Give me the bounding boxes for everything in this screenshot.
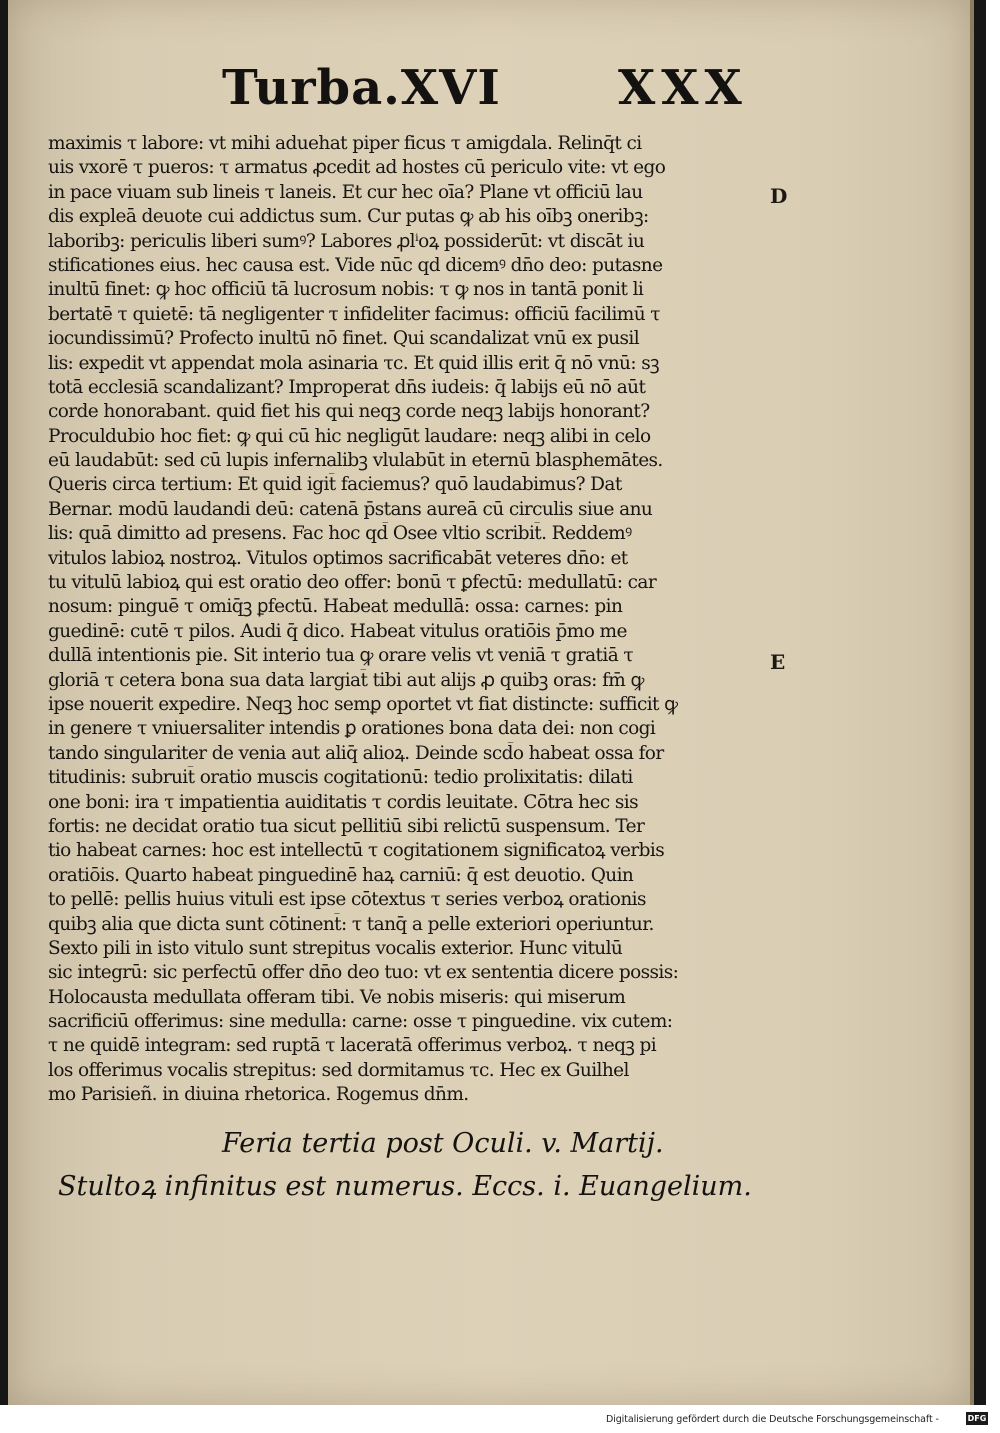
- text-line: stificationes eius. hec causa est. Vide nūc qd dicemꝰ dn̄o deo: putasne: [48, 254, 663, 276]
- text-line: los offerimus vocalis strepitus: sed dormitamus τc. Hec ex Guilhel: [48, 1059, 629, 1081]
- body-text: [48, 132, 768, 1108]
- text-line: laboribꝫ: periculis liberi sumꝰ? Labores ꝓlⁱoꝝ possiderūt: vt discāt iu: [48, 230, 645, 252]
- text-line: iocundissimū? Profecto inultū nō finet. Qui scandalizat vnū ex pusil: [48, 328, 640, 350]
- text-line: sic integrū: sic perfectū offer dn̄o deo tuo: vt ex sententia dicere possis:: [48, 962, 679, 984]
- text-line: bertatē τ quietē: tā negligenter τ infideliter facimus: officiū facilimū τ: [48, 303, 660, 325]
- running-title: Turba.XVI: [222, 60, 501, 116]
- text-line: corde honorabant. quid fiet his qui neqꝫ corde neqꝫ labijs honorant?: [48, 401, 650, 423]
- text-line: Holocausta medullata offeram tibi. Ve nobis miseris: qui miserum: [48, 986, 626, 1008]
- text-line: eū laudabūt: sed cū lupis infernalibꝫ vlulabūt in eternū blasphemātes.: [48, 450, 663, 472]
- text-line: oratiōis. Quarto habeat pinguedinē haꝝ carniū: q̄ est deuotio. Quin: [48, 864, 634, 886]
- text-line: uis vxorē τ pueros: τ armatus ꝓcedit ad hostes cū periculo vite: vt ego: [48, 157, 666, 179]
- text-line: gloriā τ cetera bona sua data largiat̄ tibi aut alijs ꝓ quibꝫ oras: fm̄ ꝙ: [48, 669, 644, 691]
- text-line: lis: expedit vt appendat mola asinaria τc. Et quid illis erit q̄ nō vnū: sꝫ: [48, 352, 660, 374]
- text-line: nosum: pinguē τ omiq̄ꝫ ꝑfectū. Habeat medullā: ossa: carnes: pin: [48, 596, 623, 618]
- folio-number: XXX: [618, 60, 748, 116]
- text-line: dis expleā deuote cui addictus sum. Cur putas ꝙ ab his oībꝫ oneribꝫ:: [48, 206, 649, 228]
- text-line: guedinē: cutē τ pilos. Audi q̄ dico. Habeat vitulus oratiōis p̄mo me: [48, 620, 627, 642]
- text-line: to pellē: pellis huius vituli est ipse cōtextus τ series verboꝝ orationis: [48, 889, 646, 911]
- text-line: tando singulariter de venia aut aliq̄ alioꝝ. Deinde scd̄o habeat ossa for: [48, 742, 664, 764]
- text-line: ipse nouerit expedire. Neqꝫ hoc semꝑ oportet vt fiat distincte: sufficit ꝙ: [48, 693, 678, 715]
- page-edge: [970, 0, 974, 1405]
- text-line: Sexto pili in isto vitulo sunt strepitus vocalis exterior. Hunc vitulū: [48, 937, 623, 959]
- text-line: sacrificiū offerimus: sine medulla: carne: osse τ pinguedine. vix cutem:: [48, 1011, 673, 1033]
- text-line: lis: quā dimitto ad presens. Fac hoc qd̄ Osee vltio scribit̄. Reddemꝰ: [48, 523, 632, 545]
- text-line: totā ecclesiā scandalizant? Improperat dn̄s iudeis: q̄ labijs eū nō aūt: [48, 376, 646, 398]
- digitization-credit: Digitalisierung gefördert durch die Deutsche Forschungsgemeinschaft -: [606, 1414, 939, 1425]
- text-line: τ ne quidē integram: sed ruptā τ laceratā offerimus verboꝝ. τ neqꝫ pi: [48, 1035, 657, 1057]
- text-line: fortis: ne decidat oratio tua sicut pellitiū sibi relictū suspensum. Ter: [48, 815, 645, 837]
- dfg-logo: DFG: [967, 1414, 987, 1423]
- text-line: Queris circa tertium: Et quid igit̄ faciemus? quō laudabimus? Dat: [48, 474, 622, 496]
- text-line: mo Parisieñ. in diuina rhetorica. Rogemus dn̄m.: [48, 1084, 469, 1106]
- text-line: maximis τ labore: vt mihi aduehat piper ficus τ amigdala. Relinq̄t ci: [48, 133, 642, 154]
- text-line: inultū finet: ꝙ hoc officiū tā lucrosum nobis: τ ꝙ nos in tantā ponit li: [48, 279, 644, 301]
- text-line: quibꝫ alia que dicta sunt cōtinent̄: τ tanq̄ a pelle exteriori operiuntur.: [48, 913, 654, 935]
- margin-letter-e: E: [770, 650, 786, 674]
- text-line: titudinis: subruit̄ oratio muscis cogitationū: tedio prolixitatis: dilati: [48, 767, 633, 789]
- text-line: dullā intentionis pie. Sit interio tua ꝙ orare velis vt veniā τ gratiā τ: [48, 645, 634, 667]
- text-line: one boni: ira τ impatientia auiditatis τ cordis leuitate. Cōtra hec sis: [48, 791, 638, 813]
- pericope-line: Stultoꝝ infinitus est numerus. Eccs. i. Euangelium.: [58, 1171, 752, 1202]
- text-line: tio habeat carnes: hoc est intellectū τ cogitationem significatoꝝ verbis: [48, 840, 665, 862]
- text-line: Bernar. modū laudandi deū: catenā p̄stans aureā cū circulis siue anu: [48, 498, 653, 520]
- feria-heading: Feria tertia post Oculi. v. Martij.: [222, 1128, 664, 1159]
- text-line: in pace viuam sub lineis τ laneis. Et cur hec oīa? Plane vt officiū lau: [48, 181, 643, 203]
- text-line: tu vitulū labioꝝ qui est oratio deo offer: bonū τ ꝑfectū: medullatū: car: [48, 572, 657, 594]
- margin-letter-d: D: [770, 184, 788, 208]
- text-line: in genere τ vniuersaliter intendis ꝑ orationes bona data dei: non cogi: [48, 718, 656, 740]
- text-line: Proculdubio hoc fiet: ꝙ qui cū hic negligūt laudare: neqꝫ alibi in celo: [48, 425, 651, 447]
- text-line: vitulos labioꝝ nostroꝝ. Vitulos optimos sacrificabāt veteres dn̄o: et: [48, 547, 628, 569]
